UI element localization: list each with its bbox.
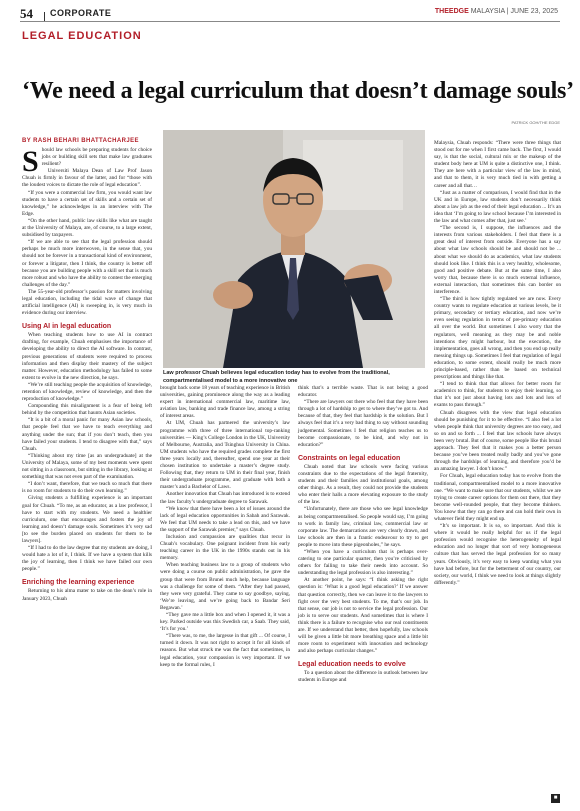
body-paragraph: “The second is, I suppose, the influences and the interests from various stakeholders. I feel that there is a great deal of interest from outside. Everyone has a say about what law schools should be and should not be ... about what we should do as academics, what law students should look like. I think this is a very healthy, wholesome, good and positive debate. But at the same time, I also worry that, because there is so much external influence, external interaction, that sometimes this can border on interference.	[434, 225, 561, 295]
body-paragraph: “Unfortunately, there are those who see legal knowledge as being compartmentalised. So people would say, I’m going to work in family law, criminal law, commercial law or corporate law. The demarcations are very clearly drawn, and law schools are then in a frantic endeavour to try to get people to move into these pigeonholes,” he says.	[298, 506, 428, 548]
body-paragraph: To a question about the difference in outlook between law students in Europe and	[298, 670, 428, 684]
subheading: Constraints on legal education	[298, 454, 401, 462]
article-column-4	[434, 140, 561, 587]
section-label: CORPORATE	[50, 8, 112, 18]
body-paragraph: “If we are able to see that the legal profession should perhaps be much more interwoven, in the sense that, you should not be forever in a transactional kind of environment, or forever a litigator, then I think, the country is better off because you are building people with a skill set that is much more robust and who have the ability to contest the emerging challenges of the day.”	[22, 239, 152, 288]
body-paragraph: Malaysia, Chuah responds: “There were three things that stood out for me when I first came back. The first, I would say, is that the social, cultural mix or the makeup of the student body here at UM is quite a distinctive one, I think. They are here with a particular view of the law in mind, and that to them, it is very much tied in with getting a career and all that…	[434, 140, 561, 189]
subheading: Using AI in legal education	[22, 323, 112, 331]
body-paragraph: For Chuah, legal education today has to evolve from the traditional, compartmentalised model to a more innovative one. “We want to make sure that our students, whilst we are trying to create career options for them out there, that they become well-rounded people, that they become thinkers. You know that they can go there and can hold their own in whatever field they might end up.	[434, 473, 561, 522]
body-paragraph: Compounding this misalignment is a fear of being left behind by the competition that haunts Asian societies.	[22, 403, 152, 417]
body-paragraph: “If you were a commercial law firm, you would want law students to have a certain set of skills and a certain set of knowledge,” he acknowledges in an interview with The Edge.	[22, 189, 152, 217]
page-header	[0, 0, 580, 22]
body-paragraph: “If I had to do the law degree that my students are doing, I would hate a lot of it, I think. If we have a system that kills the joy of learning, then I think we have failed our own people.”	[22, 545, 152, 573]
body-paragraph: When teaching business law to a group of students who were doing a course on public administration, he gave the group that were from Brunei much help, because language was a challenge for some of them. “After they had passed, they were very grateful. They came to say goodbye, saying, ‘We’re leaving, and we’re going back to Bandar Seri Begawan.’	[160, 562, 290, 611]
body-paragraph: “There are lawyers out there who feel that they have been through a lot of hardship to get to where they’ve got to. And because of that, they feel that hardship is the solution. But I always feel that it’s a very bad thing to say without sounding judgemental. Sometimes I feel that religion teaches us to become compassionate, to be kind, and why not in education?”	[298, 399, 428, 448]
body-paragraph: “It is a bit of a moral panic for many Asian law schools, that people feel that we have to teach everything and anything under the sun; that if you don’t teach, then you have failed your students. I tend to disagree with that,” says Chuah.	[22, 417, 152, 452]
body-paragraph: Chuah noted that law schools were facing various constraints due to the expectations of the legal fraternity, students and their families and institutional goals, among other things. As a result, they could not provide the students who enter their halls a more elevating exposure to the study of the law.	[298, 463, 428, 506]
body-paragraph: At another point, he says: “I think asking the right question is: ‘What is a good legal education?’ If we answer that question correctly, then we can leave it to the lawyers to fight over the very best students. To me, that’s our job. In that sense, our job is not to service the legal profession. Our job is to serve our students. And sometimes that is where I think there is a failure to recognise who our real constituents are. If we understand that better, then hopefully, law schools will be given a little bit more breathing space and a little bit more room to experiment with innovation and technology and also perhaps curricular changes.”	[298, 577, 428, 655]
article-column-2	[160, 385, 290, 669]
body-paragraph: Returning to his alma mater to take on the dean’s role in January 2023, Chuah	[22, 588, 152, 602]
body-paragraph: “We know that there have been a lot of issues around the lack of legal education opportunities in Sabah and Sarawak. We feel that UM needs to take a lead on this, and we have the support of the Sarawak premier,” says Chuah.	[160, 505, 290, 533]
article-column-1	[22, 147, 152, 603]
publication-info	[435, 8, 558, 15]
article-column-3	[298, 385, 428, 685]
section-kicker: LEGAL EDUCATION	[22, 30, 142, 42]
body-paragraph: brought back some 18 years of teaching experience in British universities, gaining prominence along the way as a leading expert in international commercial law, maritime law, aviation law, banking and trade finance law, among a string of interest areas.	[160, 385, 290, 420]
body-paragraph: think that’s a terrible waste. That is not being a good educator.	[298, 385, 428, 399]
body-paragraph: “I tend to think that that allows for better room for academics to think, for students to enjoy their learning, so that it’s not just about having lots and lots and lots of exams to pass through.”	[434, 381, 561, 409]
drop-cap: S	[22, 145, 39, 178]
body-paragraph: “Thinking about my time [as an undergraduate] at the University of Malaya, some of my best moments were spent not sitting in a classroom, but sitting in the library, looking at something that was not even part of the examination.	[22, 452, 152, 481]
header-rule	[20, 21, 560, 22]
body-paragraph: “Just as a matter of comparison, I would find that in the UK and in Europe, law students don’t necessarily think about a law job as the end of their legal education ... It’s an idea that ‘I’m going to law school because I’m interested in the law and what comes after that, just see.’	[434, 189, 561, 225]
end-of-article-icon: ■	[551, 794, 560, 803]
portrait-photo	[163, 130, 425, 368]
body-paragraph: Universiti Malaya Dean of Law Prof Jason Chuah is firmly in favour of the latter, and for “those with the loudest voices to dictate the role of legal education”.	[22, 168, 152, 189]
subheading: Enriching the learning experience	[22, 579, 135, 587]
body-paragraph: “I don’t want, therefore, that we teach so much that there is no room for students to do their own learning.”	[22, 481, 152, 495]
byline: BY RASH BEHARI BHATTACHARJEE	[22, 138, 139, 144]
body-paragraph: When teaching students how to use AI in contract drafting, for example, Chuah emphasises the importance of developing the ability to direct the AI software. In contrast, previous generations of students were required to process information and then display their mastery of the subject matter. However, education methodology has failed to some extent to evolve in the new direction, he says.	[22, 332, 152, 381]
publication-date: MALAYSIA | JUNE 23, 2025	[470, 8, 558, 15]
body-paragraph: The 55-year-old professor’s passion for matters involving legal education, including the tidal wave of change that artificial intelligence (AI) is sweeping in, is very much in evidence during our interview.	[22, 288, 152, 317]
headline: ‘We need a legal curriculum that doesn’t damage souls’	[22, 78, 574, 104]
body-paragraph: At UM, Chuah has partnered the university’s law programme with three of three international top-ranking universities — King’s College London in the UK, University of Melbourne, Australia, and Tsinghua University in China. UM students who have the required grades complete the first three years locally and, thereafter, spend one year at their chosen institution to undertake a master’s degree study. Following that, they return to UM in their final year, finish their undergraduate programme, and graduate with both a master’s and a Bachelor of Laws.	[160, 420, 290, 491]
body-paragraph: Giving students a fulfilling experience is an important goal for Chuah. “To me, as an educator, as a law professor, I have to start with my students. We need a healthier curriculum, one that encourages and fosters the joy of learning and doesn’t damage souls. Sometimes it’s very sad [to see the burden placed on students for them to be lawyers].	[22, 495, 152, 544]
body-paragraph: “They gave me a little box and when I opened it, it was a key. Parked outside was this Swedish car, a Saab. They said, ‘It’s for you.’	[160, 612, 290, 633]
subheading: Legal education needs to evolve	[298, 661, 406, 669]
photo-caption: Law professor Chuah believes legal education today has to evolve from the traditional, compartmentalised model to a more innovative one	[163, 370, 390, 384]
body-paragraph: Chuah disagrees with the view that legal education should be punishing for it to be effective. “I also feel a lot when people think that university degrees are too easy, and so on and so forth ... I feel that law schools have always been very brutal. But of course, some people like this brutal approach. They feel that it makes you a better person because you’ve been treated really badly and you’ve gone through the hardships of learning, and therefore you’d be an amazing lawyer. I don’t know.”	[434, 409, 561, 473]
body-paragraph: “It’s so important. It is so, so important. And this is where it would be really helpful for us if the legal profession would recognise the heterogeneity of legal education and no longer that sort of very homogeneous culture that has served the legal profession for so many years. Obviously, it’s very easy to keep wanting what you have had before, but for the betterment of our country, our society, our world, I think we need to look at things slightly differently.”	[434, 523, 561, 586]
photo-credit: PATRICK GOH/THE EDGE	[511, 120, 560, 125]
lead-paragraph: Should law schools be preparing students for choice jobs or building skill sets that make law graduates resilient?	[22, 145, 152, 178]
page-number: 54	[20, 6, 33, 21]
body-paragraph: “There was, to me, the largesse in that gift ... Of course, I turned it down. It was not right to accept it for all kinds of reasons. But what struck me was the fact that sometimes, in legal education, your compassion is very important. If we keep to the formal rules, I	[160, 633, 290, 668]
body-paragraph: “On the other hand, public law skills like what are taught at the University of Malaya, are, of course, to a large extent, subsidised by taxpayers.	[22, 217, 152, 239]
body-paragraph: “When you have a curriculum that is perhaps over-catering to one particular quarter, then you’re criticised by others for failing to take their needs into account. So understanding the legal profession is also interesting.”	[298, 548, 428, 577]
publication-brand: THEEDGE	[434, 8, 469, 15]
body-paragraph: Inclusion and compassion are qualities that recur in Chuah’s vocabulary. One poignant incident from his early teaching career in the UK in the 1990s stands out in his memory.	[160, 533, 290, 562]
body-paragraph: “We’re still teaching people the acquisition of knowledge, retention of knowledge, review of knowledge, and then the reproduction of knowledge.”	[22, 381, 152, 403]
header-divider	[44, 12, 45, 21]
body-paragraph: Another innovation that Chuah has introduced is to extend the law faculty’s undergraduate degree to Sarawak.	[160, 491, 290, 505]
body-paragraph: “The third is how tightly regulated we are now. Every country wants to regulate education at various levels, be it primary, secondary or tertiary education, and now we’re even seeing regulation in terms of pre-primary education all over the world. But sometimes I also worry that the regulators, well meaning as they may be and noble intentions they might harbour, but the execution, the implementation, goes all wrong, and then you end up really messing things up. Sometimes I feel that regulation of legal education, to some extent, should really be much more principle-based, rather than be based on technical prescriptions and things like that.	[434, 296, 561, 381]
